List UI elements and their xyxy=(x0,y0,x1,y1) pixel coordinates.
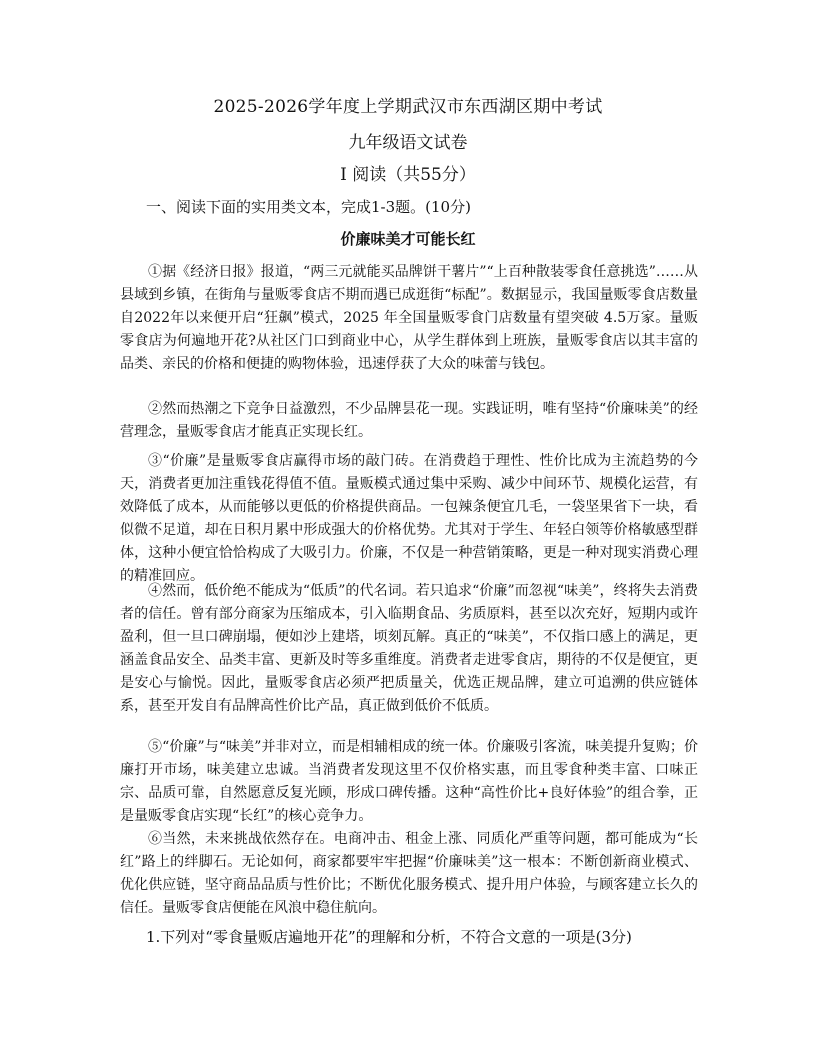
article-paragraph-3: ③“价廉”是量贩零食店赢得市场的敲门砖。在消费趋于理性、性价比成为主流趋势的今天，消费者更加注重钱花得值不值。量贩模式通过集中采购、减少中间环节、规模化运营，有效降低了成本，从而能够以更低的价格提供商品。一包辣条便宜几毛，一袋坚果省下一块，看似微不足道，却在日积月累中形成强大的价格优势。尤其对于学生、年轻白领等价格敏感型群体，这种小便宜恰恰构成了大吸引力。价廉，不仅是一种营销策略，更是一种对现实消费心理的精准回应。 xyxy=(120,453,698,584)
article-paragraph-1: ①据《经济日报》报道，“两三元就能买品牌饼干薯片”“上百种散装零食任意挑选”……从县域到乡镇，在街角与量贩零食店不期而遇已成逛街“标配”。数据显示，我国量贩零食店数量自2022年以来便开启“狂飙”模式，2025 年全国量贩零食门店数量有望突破 4.5万家。量贩零食店为何遍地开花?从社区门口到商业中心，从学生群体到上班族，量贩零食店以其丰富的品类、亲民的价格和便捷的购物体验，迅速俘获了大众的味蕾与钱包。 xyxy=(120,264,698,372)
exam-title: 2025-2026学年度上学期武汉市东西湖区期中考试 xyxy=(213,97,603,117)
section-title: I 阅读（共55分） xyxy=(340,165,476,185)
paper-title: 九年级语文试卷 xyxy=(348,133,468,153)
section-instruction: 一、阅读下面的实用类文本，完成1-3题。(10分) xyxy=(146,198,471,216)
article-paragraph-5: ⑤“价廉”与“味美”并非对立，而是相辅相成的统一体。价廉吸引客流，味美提升复购；价廉打开市场，味美建立忠诚。当消费者发现这里不仅价格实惠，而且零食种类丰富、口味正宗、品质可靠，自然愿意反复光顾，形成口碑传播。这种“高性价比+良好体验”的组合拳，正是量贩零食店实现“长红”的核心竞争力。 xyxy=(120,739,698,824)
article-paragraph-6: ⑥当然，未来挑战依然存在。电商冲击、租金上涨、同质化严重等问题，都可能成为“长红”路上的绊脚石。无论如何，商家都要牢牢把握“价廉味美”这一根本：不断创新商业模式、优化供应链，坚守商品品质与性价比；不断优化服务模式、提升用户体验，与顾客建立长久的信任。量贩零食店便能在风浪中稳住航向。 xyxy=(120,831,698,916)
article-paragraph-4: ④然而，低价绝不能成为“低质”的代名词。若只追求“价廉”而忽视“味美”，终将失去消费者的信任。曾有部分商家为压缩成本，引入临期食品、劣质原料，甚至以次充好，短期内或许盈利，但一旦口碑崩塌，便如沙上建塔，顷刻瓦解。真正的“味美”，不仅指口感上的满足，更涵盖食品安全、品类丰富、更新及时等多重维度。消费者走进零食店，期待的不仅是便宜，更是安心与愉悦。因此，量贩零食店必须严把质量关，优选正规品牌，建立可追溯的供应链体系，甚至开发自有品牌高性价比产品，真正做到低价不低质。 xyxy=(120,583,698,714)
question-1: 1.下列对“零食量贩店遍地开花”的理解和分析，不符合文意的一项是(3分) xyxy=(146,928,632,946)
article-title: 价廉味美才可能长红 xyxy=(340,230,476,248)
article-paragraph-2: ②然而热潮之下竞争日益激烈，不少品牌昙花一现。实践证明，唯有坚持“价廉味美”的经营理念，量贩零食店才能真正实现长红。 xyxy=(120,401,698,440)
